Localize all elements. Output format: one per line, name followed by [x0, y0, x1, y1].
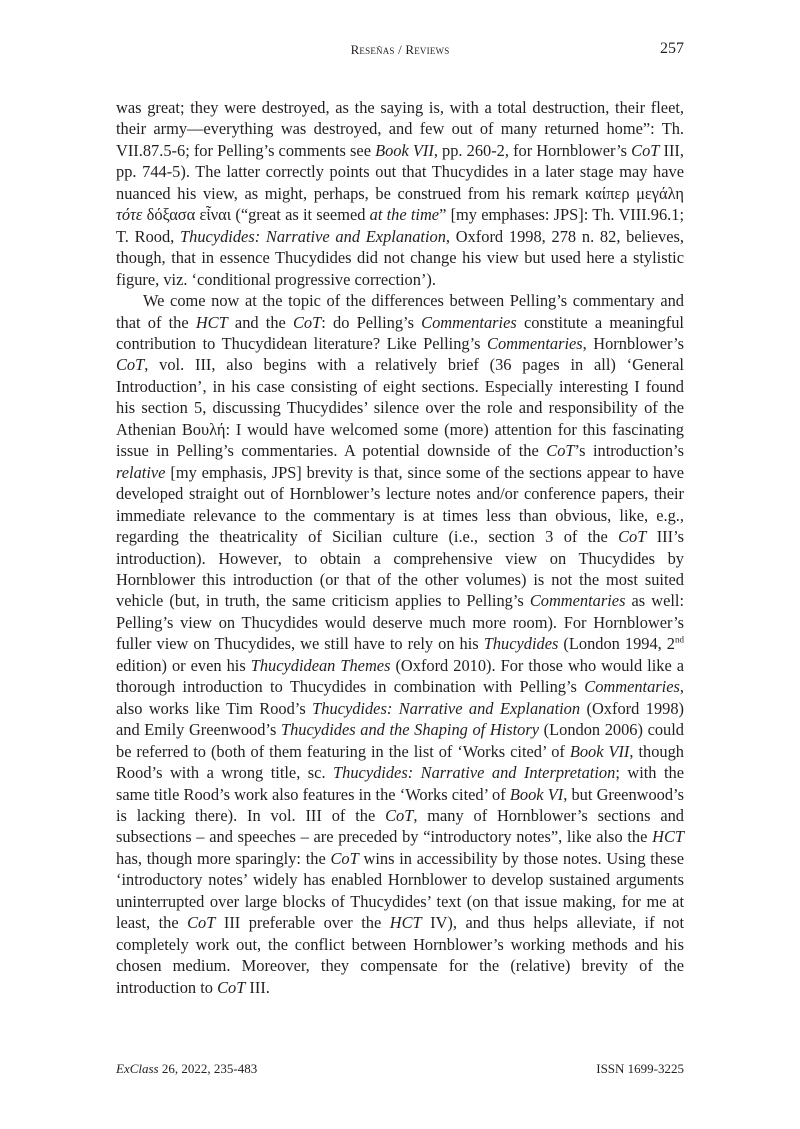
- text-run: wins in accessibility by those notes. Using these ‘introductory notes’ widely has enabled Hornblower to develop sustained arguments uninterrupted over large blocks of Thucydides’ text (on that issue making, for me at least, the: [116, 848, 684, 933]
- emphasis: CoT: [116, 355, 145, 375]
- emphasis: Commentaries: [487, 333, 583, 353]
- emphasis: Book VI: [509, 784, 564, 804]
- emphasis: Thucydides and the Shaping of History: [281, 720, 540, 740]
- paragraph-2: [116, 290, 684, 998]
- emphasis: Commentaries: [529, 591, 626, 611]
- text-run: , but Greenwood’s is lacking there). In vol. III of the: [116, 784, 684, 825]
- text-run: [my emphasis, JPS] brevity is that, since some of the sections appear to have developed straight out of Hornblower’s lecture notes and/or conference papers, their immediate relevance to the commentary is at times less than obvious, like, e.g., regarding the theatricality of Sicilian culture (i.e., section 3 of the: [116, 462, 684, 547]
- text-run: III, pp. 744-5). The latter correctly points out that Thucydides in a later stage may have nuanced his view, as might, perhaps, be construed from his remark καίπερ μεγάλη: [116, 140, 684, 203]
- issn: ISSN 1699-3225: [596, 1061, 684, 1076]
- text-run: We come now at the topic of the differences between Pelling’s commentary and that of the: [116, 291, 684, 332]
- article-body: [116, 97, 684, 998]
- emphasis: CoT: [217, 977, 246, 997]
- emphasis: Book VII: [569, 741, 630, 761]
- text-run: edition) or even his: [116, 655, 251, 675]
- emphasis: Thucydides: Narrative and Explanation: [180, 226, 446, 246]
- text-run: III’s introduction). However, to obtain a comprehensive view on Thucydides by Hornblower this introduction (or that of the other volumes) is not the most suited vehicle (but, in truth, the same criticism applies to Pelling’s: [116, 527, 685, 611]
- emphasis: CoT: [293, 312, 322, 332]
- emphasis: CoT: [631, 140, 660, 160]
- text-run: ” [my emphases: JPS]: Th. VIII.96.1; T. Rood,: [116, 205, 684, 246]
- text-run: , vol. III, also begins with a relatively brief (36 pages in all) ‘General Introduction’, in his case consisting of eight sections. Especially interesting I found his section 5, discussing Thucydides’ silence over the role and responsibility of the Athenian Βουλή: I would have welcomed some (more) attention for this fascinating issue in Pelling’s commentaries. A potential downside of the: [116, 355, 684, 461]
- text-run: was great; they were destroyed, as the saying is, with a total destruction, their fleet, their army—everything was destroyed, and few out of many returned home”: Th. VII.87.5-6; for Pelling’s comments see: [116, 98, 684, 160]
- running-title: Reseñas / Reviews: [350, 42, 450, 57]
- text-run: has, though more sparingly: the: [116, 848, 331, 868]
- emphasis: Commentaries: [584, 677, 680, 697]
- text-run: , Hornblower’s: [582, 333, 685, 353]
- text-run: constitute a meaningful contribution to Thucydidean literature? Like Pelling’s: [116, 312, 684, 353]
- emphasis: τότε: [116, 205, 143, 225]
- superscript: nd: [674, 634, 684, 645]
- text-run: , Oxford 1998, 278 n. 82, believes, though, that in essence Thucydides did not change his view but used here a stylistic figure, viz. ‘conditional progressive correction’).: [116, 226, 684, 289]
- emphasis: Thucydides: Narrative and Interpretation: [333, 763, 616, 783]
- text-run: (London 2006) could be referred to (both of them featuring in the list of ‘Works cited’ of: [116, 720, 684, 761]
- emphasis: CoT: [385, 805, 414, 825]
- emphasis: CoT: [187, 913, 216, 933]
- journal-name: ExClass: [116, 1061, 159, 1076]
- emphasis: CoT: [618, 527, 647, 547]
- paragraph-1: [116, 97, 684, 290]
- emphasis: HCT: [389, 913, 422, 933]
- text-run: δόξασα εἶναι (“great as it seemed: [142, 205, 370, 225]
- emphasis: CoT: [330, 848, 359, 868]
- emphasis: Book VII: [375, 140, 434, 160]
- text-run: ’s introduction’s: [574, 441, 684, 461]
- page-number: 257: [660, 40, 684, 57]
- emphasis: HCT: [652, 827, 684, 847]
- emphasis: Thucydides: Narrative and Explanation: [312, 698, 581, 718]
- text-run: and the: [227, 312, 293, 332]
- text-run: III.: [245, 977, 270, 997]
- emphasis: Commentaries: [421, 312, 517, 332]
- text-run: III preferable over the: [215, 913, 390, 933]
- journal-citation: [116, 1061, 257, 1077]
- emphasis: Thucydides: [483, 634, 559, 654]
- text-run: as well: Pelling’s view on Thucydides would deserve much more room). For Hornblower’s fuller view on Thucydides, we still have to rely on his: [116, 591, 684, 654]
- text-run: , many of Hornblower’s sections and subsections – and speeches – are preceded by “introductory notes”, like also the: [116, 805, 684, 847]
- emphasis: CoT: [546, 441, 575, 461]
- text-run: , also works like Tim Rood’s: [116, 677, 684, 718]
- text-run: (London 1994, 2: [558, 634, 675, 654]
- text-run: (Oxford 1998) and Emily Greenwood’s: [116, 698, 684, 740]
- volume-year-pages: 26, 2022, 235-483: [158, 1061, 258, 1076]
- emphasis: HCT: [195, 312, 228, 332]
- emphasis: at the time: [369, 205, 440, 225]
- emphasis: Thucydidean Themes: [250, 655, 391, 675]
- text-run: , though Rood’s with a wrong title, sc.: [116, 741, 684, 783]
- emphasis: relative: [116, 462, 166, 482]
- text-run: IV), and thus helps alleviate, if not completely work out, the conflict between Hornblower’s working methods and his chosen medium. Moreover, they compensate for the (relative) brevity of the introduction to: [116, 913, 684, 997]
- text-run: , pp. 260-2, for Hornblower’s: [433, 140, 632, 160]
- text-run: ; with the same title Rood’s work also features in the ‘Works cited’ of: [116, 763, 685, 804]
- text-run: (Oxford 2010). For those who would like a thorough introduction to Thucydides in combination with Pelling’s: [116, 655, 685, 697]
- text-run: : do Pelling’s: [321, 312, 422, 332]
- page-header: [116, 42, 684, 66]
